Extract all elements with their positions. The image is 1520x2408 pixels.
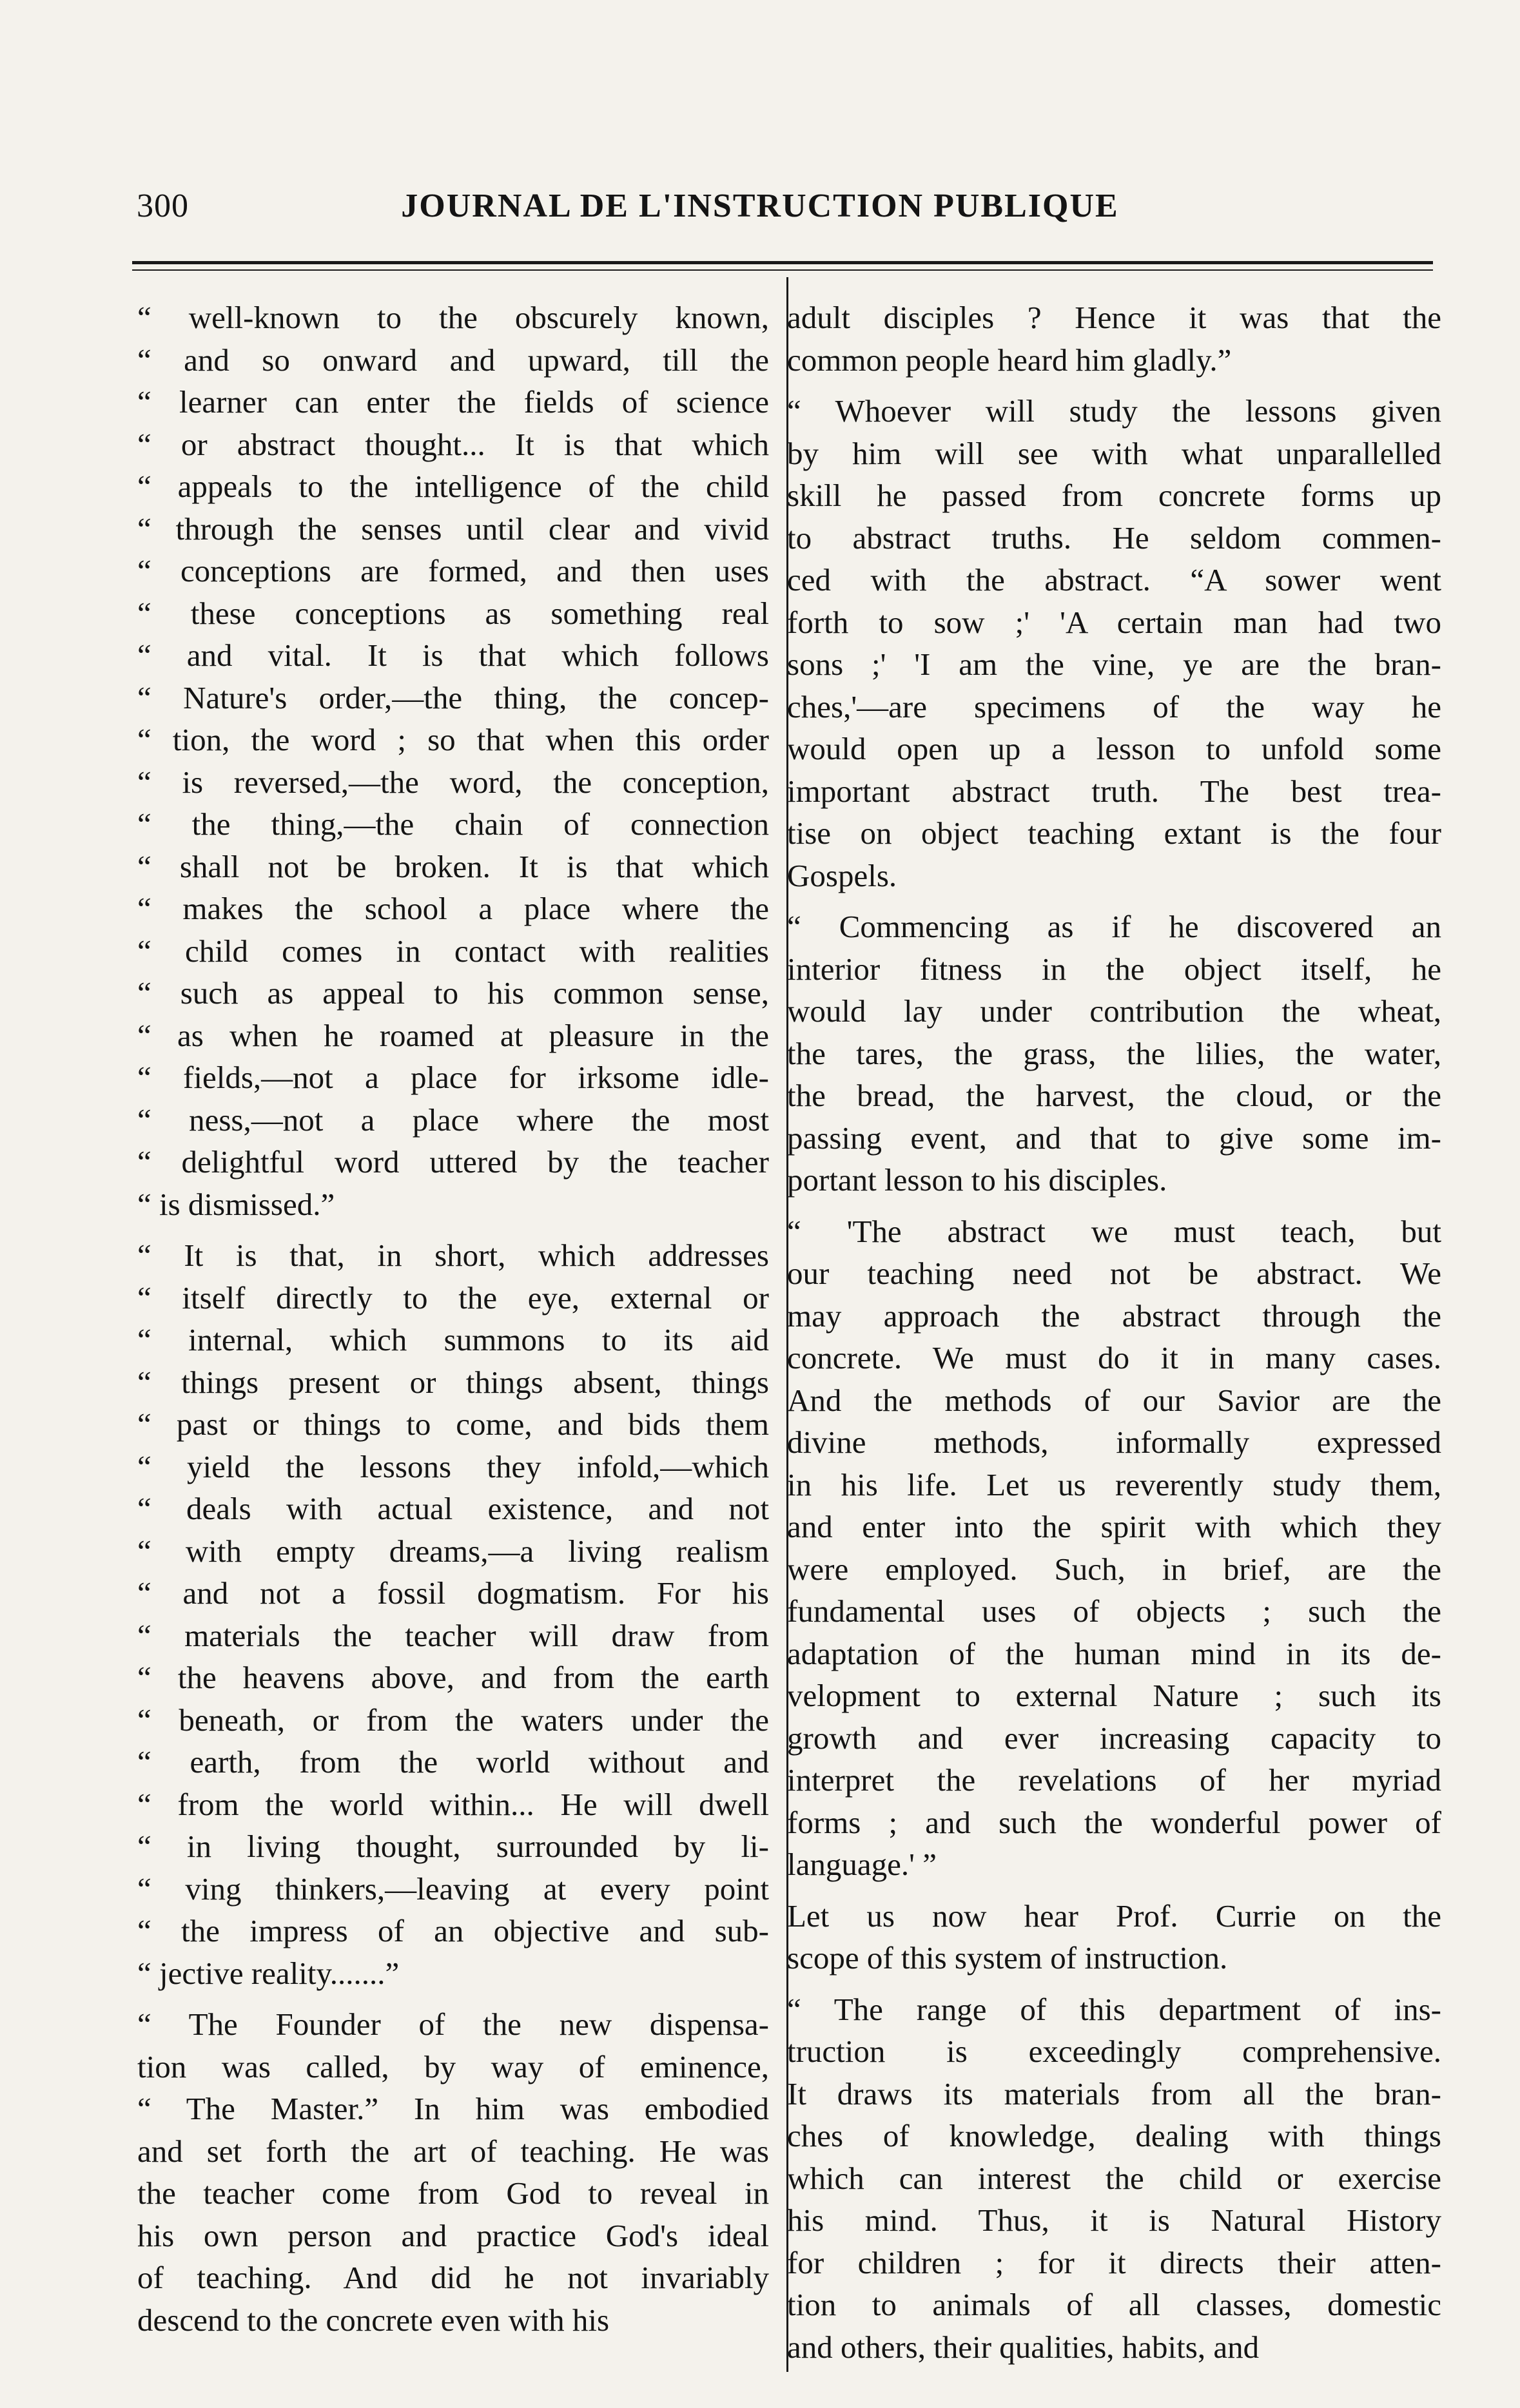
text-line: “ is reversed,—the word, the conception, [137, 764, 769, 800]
paragraph [787, 1210, 1441, 1886]
text-line: “ shall not be broken. It is that which [137, 848, 769, 884]
text-line: “ yield the lessons they infold,—which [137, 1448, 769, 1484]
header-rule [132, 261, 1433, 264]
text-line: important abstract truth. The best trea- [787, 773, 1441, 809]
text-line: “ the heavens above, and from the earth [137, 1660, 769, 1695]
text-line: “ and not a fossil dogmatism. For his [137, 1575, 769, 1611]
text-line: growth and ever increasing capacity to [787, 1720, 1441, 1756]
text-line: fundamental uses of objects ; such the [787, 1593, 1441, 1629]
text-line: the bread, the harvest, the cloud, or the [787, 1078, 1441, 1113]
text-line: “ and vital. It is that which follows [137, 637, 769, 673]
text-line: our teaching need not be abstract. We [787, 1256, 1441, 1291]
text-line: “ past or things to come, and bids them [137, 1406, 769, 1442]
text-line: “ from the world within... He will dwell [137, 1786, 769, 1822]
text-line: “ these conceptions as something real [137, 595, 769, 631]
paragraph [787, 1988, 1441, 2369]
text-line: by him will see with what unparallelled [787, 435, 1441, 471]
text-line: “ The Master.” In him was embodied [137, 2091, 769, 2126]
text-line: ches,'—are specimens of the way he [787, 688, 1441, 724]
text-line: “ things present or things absent, things [137, 1364, 769, 1400]
journal-title: JOURNAL DE L'INSTRUCTION PUBLIQUE [401, 188, 1119, 224]
text-line: passing event, and that to give some im- [787, 1120, 1441, 1156]
text-line: “ as when he roamed at pleasure in the [137, 1017, 769, 1053]
text-line: “ materials the teacher will draw from [137, 1617, 769, 1653]
text-line: “ deals with actual existence, and not [137, 1491, 769, 1526]
text-line: “ 'The abstract we must teach, but [787, 1213, 1441, 1249]
text-line: “ with empty dreams,—a living realism [137, 1533, 769, 1569]
text-line: interpret the revelations of her myriad [787, 1762, 1441, 1798]
text-line: may approach the abstract through the [787, 1297, 1441, 1334]
header-rule-thin [132, 269, 1433, 271]
text-line: Let us now hear Prof. Currie on the [787, 1898, 1441, 1934]
text-line: tion to animals of all classes, domestic [787, 2287, 1441, 2322]
paragraph [137, 1234, 769, 1994]
right-column [787, 296, 1441, 2368]
text-line: “ such as appeal to his common sense, [137, 975, 769, 1011]
text-line: the teacher come from God to reveal in [137, 2175, 769, 2211]
text-line: truction is exceedingly comprehensive. [787, 2034, 1441, 2069]
left-column [137, 296, 769, 2341]
text-line: “ The Founder of the new dispensa- [137, 2006, 769, 2042]
text-line: his mind. Thus, it is Natural History [787, 2202, 1441, 2238]
text-line: interior fitness in the object itself, he [787, 951, 1441, 987]
text-line: “ earth, from the world without and [137, 1744, 769, 1780]
text-line: descend to the concrete even with his [137, 2302, 610, 2338]
text-line: “ in living thought, surrounded by li- [137, 1829, 769, 1864]
text-line: his own person and practice God's ideal [137, 2217, 769, 2253]
text-line: “ child comes in contact with realities [137, 933, 769, 969]
text-line: velopment to external Nature ; such its [787, 1678, 1441, 1713]
text-line: tion was called, by way of eminence, [137, 2048, 769, 2084]
text-line: ced with the abstract. “A sower went [787, 562, 1441, 597]
paragraph [787, 906, 1441, 1201]
text-line: the tares, the grass, the lilies, the water, [787, 1035, 1441, 1071]
text-line: “ or abstract thought... It is that which [137, 426, 769, 462]
text-line: language.' ” [787, 1847, 937, 1882]
text-line: It draws its materials from all the bran- [787, 2075, 1441, 2112]
text-line: “ Nature's order,—the thing, the concep- [137, 679, 769, 715]
text-line: “ delightful word uttered by the teacher [137, 1144, 769, 1180]
text-line: “ Commencing as if he discovered an [787, 909, 1441, 944]
paragraph [137, 296, 769, 1225]
paragraph [787, 296, 1441, 381]
text-line: “ beneath, or from the waters under the [137, 1702, 769, 1738]
paragraph [137, 2003, 769, 2341]
text-line: ches of knowledge, dealing with things [787, 2118, 1441, 2153]
text-line: which can interest the child or exercise [787, 2160, 1441, 2196]
text-line: would open up a lesson to unfold some [787, 731, 1441, 766]
text-line: forms ; and such the wonderful power of [787, 1804, 1441, 1840]
text-line: concrete. We must do it in many cases. [787, 1340, 1441, 1375]
text-line: “ Whoever will study the lessons given [787, 393, 1441, 429]
text-line: in his life. Let us reverently study them, [787, 1466, 1441, 1502]
text-line: “ ness,—not a place where the most [137, 1102, 769, 1138]
text-line: of teaching. And did he not invariably [137, 2260, 769, 2295]
text-line: forth to sow ;' 'A certain man had two [787, 604, 1441, 640]
text-line: “ the thing,—the chain of connection [137, 806, 769, 842]
text-line: “ itself directly to the eye, external or [137, 1279, 769, 1316]
text-line: “ well-known to the obscurely known, [137, 300, 769, 335]
text-line: tise on object teaching extant is the four [787, 815, 1441, 851]
paragraph [787, 1895, 1441, 1979]
text-line: “ tion, the word ; so that when this order [137, 722, 769, 757]
text-line: “ and so onward and upward, till the [137, 342, 769, 378]
text-line: “ internal, which summons to its aid [137, 1322, 769, 1357]
text-line: “ learner can enter the fields of science [137, 384, 769, 420]
text-line: “ conceptions are formed, and then uses [137, 553, 769, 588]
text-line: scope of this system of instruction. [787, 1940, 1228, 1976]
text-line: “ It is that, in short, which addresses [137, 1238, 769, 1273]
paragraph [787, 390, 1441, 897]
text-line: and enter into the spirit with which they [787, 1509, 1441, 1544]
text-line: divine methods, informally expressed [787, 1424, 1441, 1460]
text-line: “ the impress of an objective and sub- [137, 1913, 769, 1948]
text-line: and set forth the art of teaching. He was [137, 2133, 769, 2169]
text-line: for children ; for it directs their atten- [787, 2244, 1441, 2280]
text-line: portant lesson to his disciples. [787, 1162, 1167, 1198]
page-header [0, 187, 1520, 238]
text-line: “ through the senses until clear and vivid [137, 510, 769, 547]
text-line: sons ;' 'I am the vine, ye are the bran- [787, 646, 1441, 682]
page-number: 300 [137, 188, 189, 224]
text-line: “ ving thinkers,—leaving at every point [137, 1870, 769, 1907]
text-line: “ makes the school a place where the [137, 891, 769, 926]
text-line: and others, their qualities, habits, and [787, 2329, 1260, 2365]
text-line: “ is dismissed.” [137, 1186, 335, 1222]
text-line: skill he passed from concrete forms up [787, 478, 1441, 513]
text-line: “ jective reality.......” [137, 1955, 400, 1991]
text-line: adult disciples ? Hence it was that the [787, 300, 1441, 335]
text-line: Gospels. [787, 857, 897, 893]
text-line: “ appeals to the intelligence of the child [137, 469, 769, 504]
text-line: would lay under contribution the wheat, [787, 993, 1441, 1029]
text-line: “ The range of this department of ins- [787, 1991, 1441, 2027]
text-line: And the methods of our Savior are the [787, 1382, 1441, 1418]
text-line: were employed. Such, in brief, are the [787, 1551, 1441, 1587]
text-line: “ fields,—not a place for irksome idle- [137, 1060, 769, 1095]
text-line: to abstract truths. He seldom commen- [787, 519, 1441, 556]
text-line: adaptation of the human mind in its de- [787, 1635, 1441, 1671]
text-line: common people heard him gladly.” [787, 342, 1232, 378]
